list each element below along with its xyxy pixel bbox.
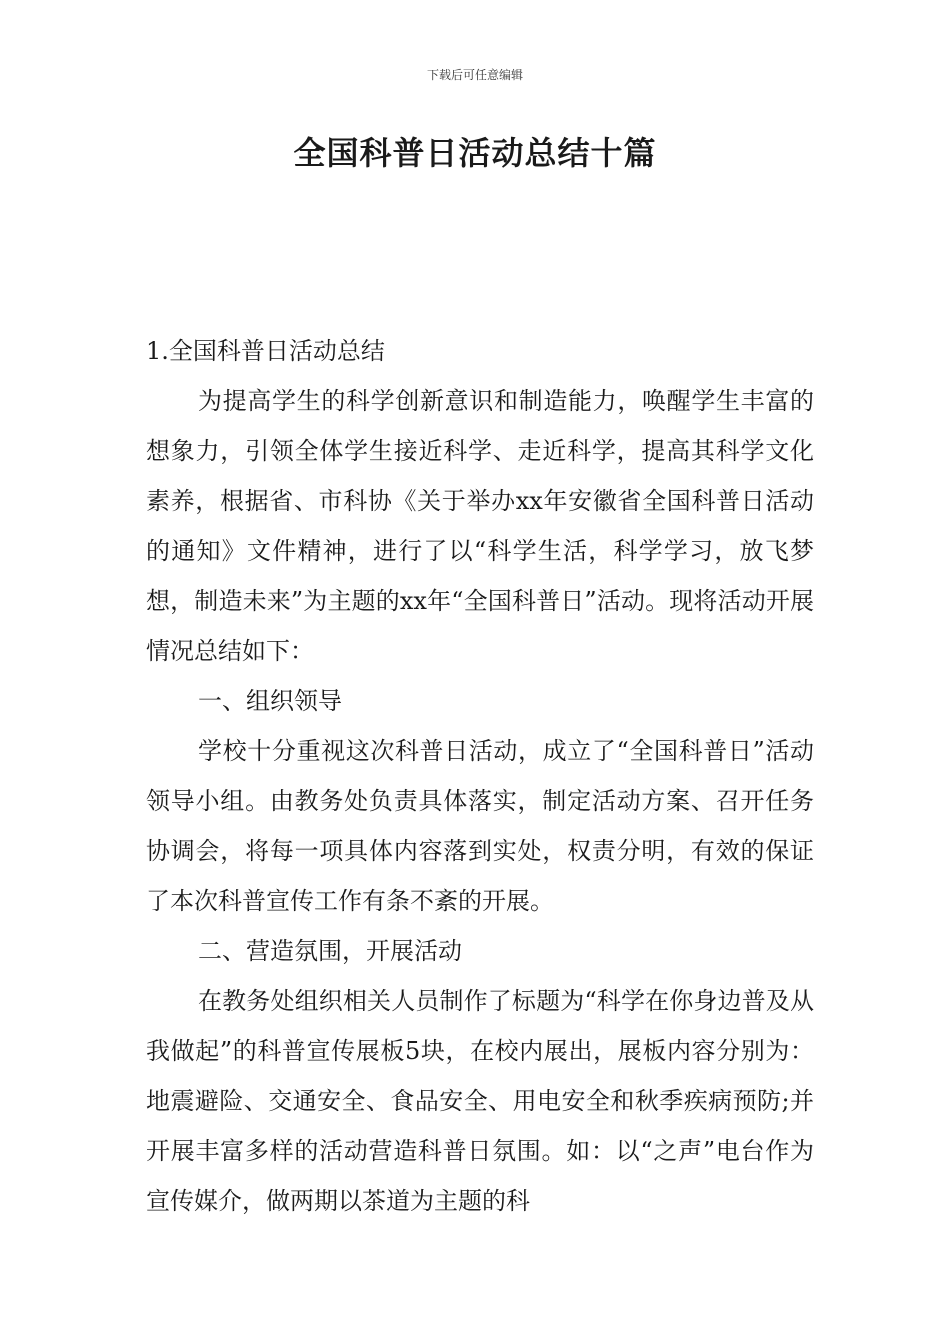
subheading-activities: 二、营造氛围，开展活动: [198, 937, 462, 965]
section-title: 1.全国科普日活动总结: [146, 337, 385, 365]
document-title: 全国科普日活动总结十篇: [293, 134, 657, 172]
paragraph-intro: 为提高学生的科学创新意识和制造能力，唤醒学生丰富的想象力，引领全体学生接近科学、走近科学，提高其科学文化素养，根据省、市科协《关于举办xx年安徽省全国科普日活动的通知》文件精神，进行了以“科学生活，科学学习，放飞梦想，制造未来”为主题的xx年“全国科普日”活动。现将活动开展情况总结如下：: [146, 387, 814, 665]
document-body: [146, 326, 814, 1226]
header-note: 下载后可任意编辑: [426, 68, 523, 82]
paragraph-organization: 学校十分重视这次科普日活动，成立了“全国科普日”活动领导小组。由教务处负责具体落实，制定活动方案、召开任务协调会，将每一项具体内容落到实处，权责分明，有效的保证了本次科普宣传工作有条不紊的开展。: [146, 737, 814, 915]
paragraph-activities: 在教务处组织相关人员制作了标题为“科学在你身边普及从我做起”的科普宣传展板5块，在校内展出，展板内容分别为：地震避险、交通安全、食品安全、用电安全和秋季疾病预防;并开展丰富多样的活动营造科普日氛围。如：以“之声”电台作为宣传媒介，做两期以茶道为主题的科: [146, 987, 814, 1215]
subheading-organization: 一、组织领导: [198, 687, 342, 715]
